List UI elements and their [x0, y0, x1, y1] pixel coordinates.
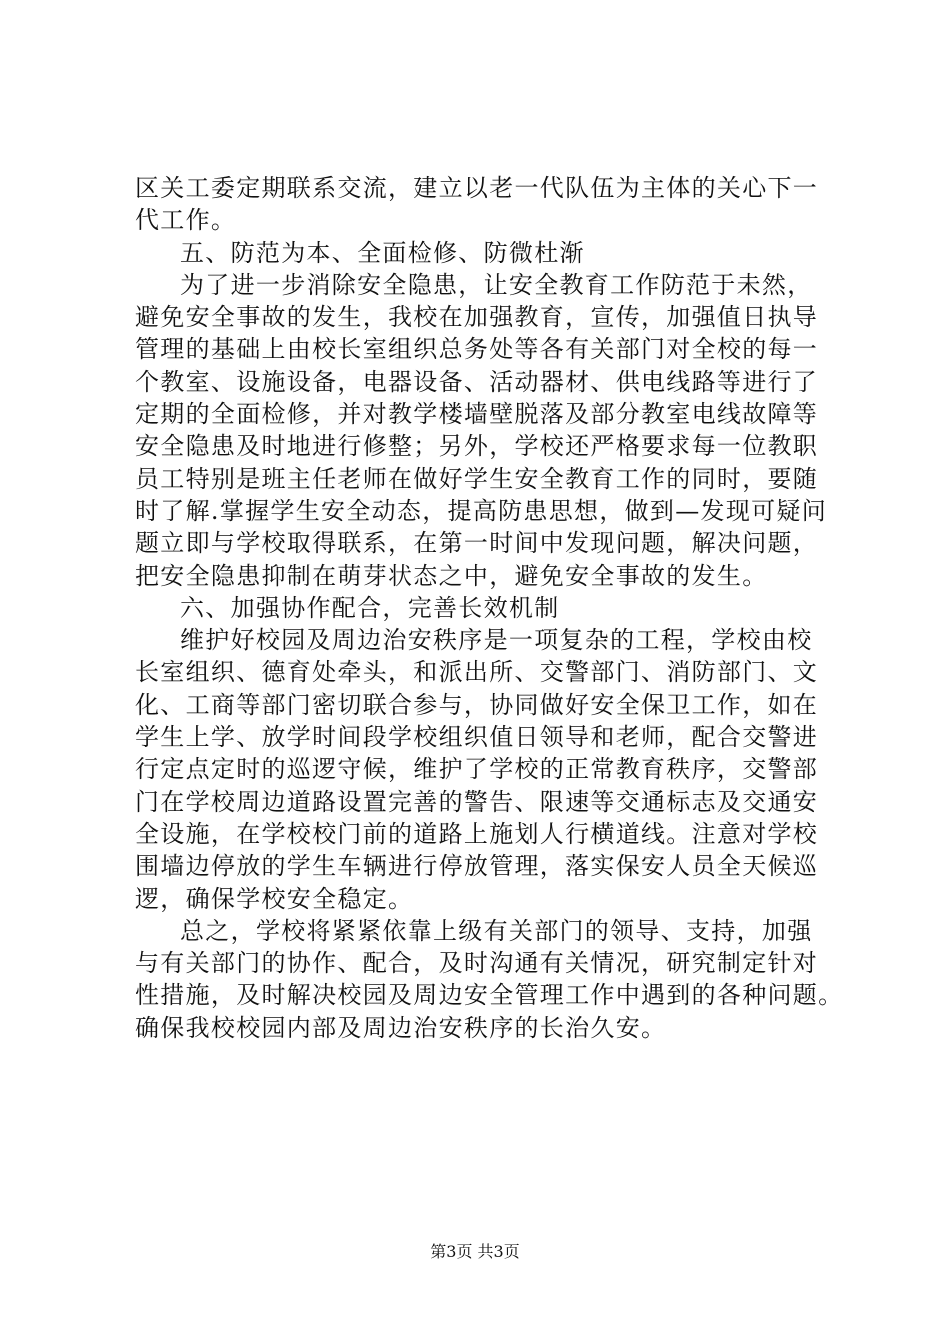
document-body: [135, 172, 855, 1044]
text-line: 门在学校周边道路设置完善的警告、限速等交通标志及交通安: [135, 787, 819, 816]
text-line: 总之，学校将紧紧依靠上级有关部门的领导、支持，加强: [180, 916, 813, 945]
text-line: 代工作。: [135, 206, 237, 235]
text-line: 安全隐患及时地进行修整；另外，学校还严格要求每一位教职: [135, 432, 819, 461]
text-line: 维护好校园及周边治安秩序是一项复杂的工程，学校由校: [180, 626, 813, 655]
page-footer: 第3页 共3页: [430, 1242, 520, 1261]
text-line: 为了进一步消除安全隐患，让安全教育工作防范于未然，: [180, 270, 813, 299]
text-line: 区关工委定期联系交流，建立以老一代队伍为主体的关心下一: [135, 174, 819, 202]
text-line: 题立即与学校取得联系，在第一时间中发现问题，解决问题，: [135, 529, 819, 558]
text-line: 避免安全事故的发生，我校在加强教育，宣传，加强值日执导: [135, 303, 819, 332]
text-line: 六、加强协作配合，完善长效机制: [180, 593, 560, 622]
text-line: 行定点定时的巡逻守候，维护了学校的正常教育秩序，交警部: [135, 755, 819, 784]
text-line: 时了解.掌握学生安全动态，提高防患思想，做到—发现可疑问: [135, 496, 828, 525]
text-line: 管理的基础上由校长室组织总务处等各有关部门对全校的每一: [135, 335, 819, 364]
text-line: 个教室、设施设备，电器设备、活动器材、供电线路等进行了: [135, 367, 819, 396]
text-line: 与有关部门的协作、配合，及时沟通有关情况，研究制定针对: [135, 949, 819, 978]
text-line: 学生上学、放学时间段学校组织值日领导和老师，配合交警进: [135, 723, 819, 752]
text-line: 逻，确保学校安全稳定。: [135, 884, 414, 913]
text-line: 长室组织、德育处牵头，和派出所、交警部门、消防部门、文: [135, 658, 819, 687]
text-line: 化、工商等部门密切联合参与，协同做好安全保卫工作，如在: [135, 690, 819, 719]
text-line: 确保我校校园内部及周边治安秩序的长治久安。: [135, 1013, 667, 1042]
text-line: 员工特别是班主任老师在做好学生安全教育工作的同时，要随: [135, 464, 819, 493]
text-line: 全设施，在学校校门前的道路上施划人行横道线。注意对学校: [135, 819, 819, 848]
text-line: 性措施，及时解决校园及周边安全管理工作中遇到的各种问题。: [135, 981, 844, 1010]
text-line: 五、防范为本、全面检修、防微杜渐: [180, 238, 585, 267]
text-line: 把安全隐患抑制在萌芽状态之中，避免安全事故的发生。: [135, 561, 768, 590]
text-line: 围墙边停放的学生车辆进行停放管理，落实保安人员全天候巡: [135, 852, 819, 881]
text-line: 定期的全面检修，并对教学楼墙壁脱落及部分教室电线故障等: [135, 400, 819, 429]
